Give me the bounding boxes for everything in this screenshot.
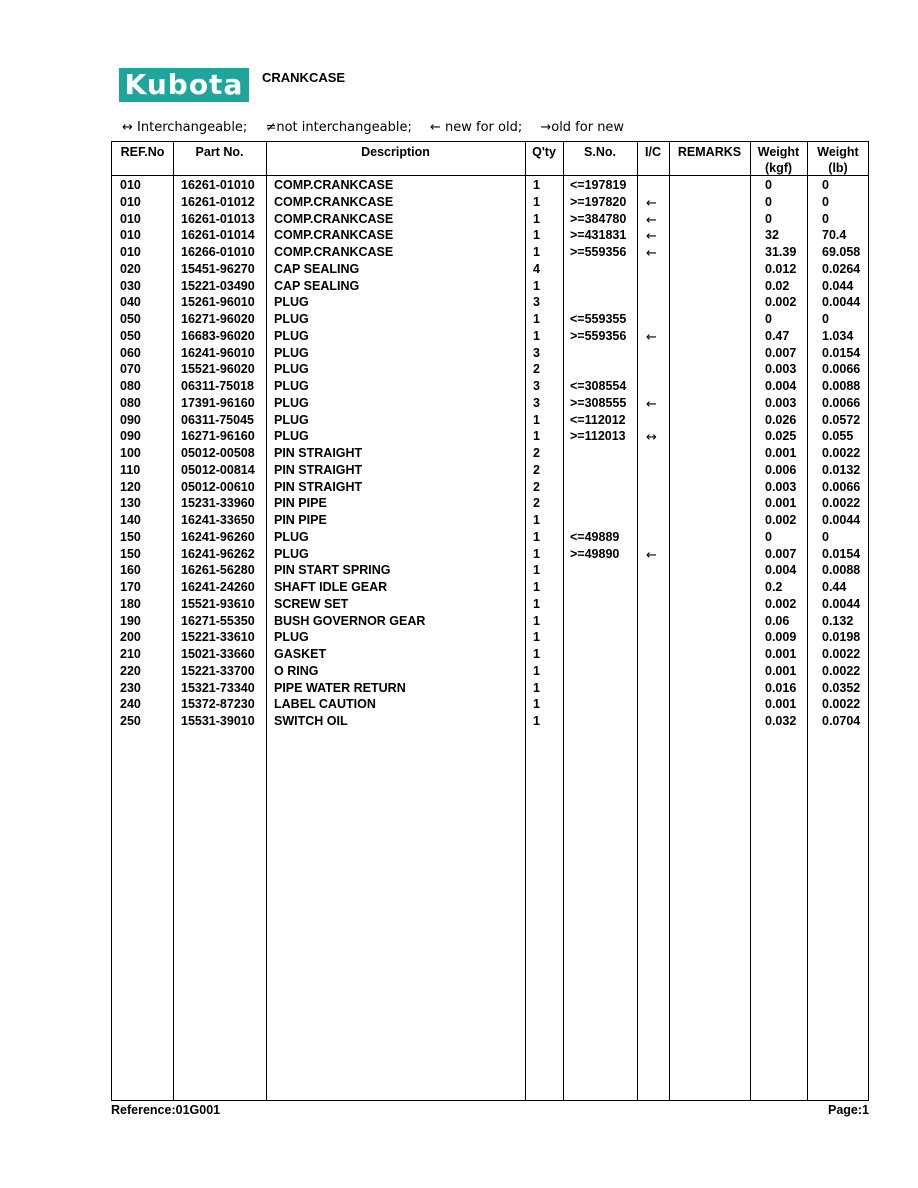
ref-cell: 200	[120, 630, 141, 645]
weight-lb-cell: 0	[822, 178, 829, 192]
part-no-cell: 15221-33610	[181, 630, 255, 645]
description-cell: PIN START SPRING	[274, 563, 391, 578]
description-cell: PIN STRAIGHT	[274, 479, 363, 494]
table-row	[112, 361, 868, 378]
qty-cell: 1	[533, 697, 540, 712]
table-row	[112, 395, 868, 412]
part-no-cell: 15221-33700	[181, 663, 255, 678]
col-header-ref: REF.No	[120, 145, 165, 159]
table-row	[112, 294, 868, 311]
ref-cell: 020	[120, 261, 141, 276]
qty-cell: 1	[533, 328, 540, 343]
description-cell: COMP.CRANKCASE	[274, 245, 394, 259]
description-cell: PLUG	[274, 312, 309, 326]
table-row	[112, 546, 868, 563]
ref-cell: 110	[120, 462, 141, 477]
weight-kgf-cell: 0.002	[765, 513, 797, 527]
weight-kgf-cell: 0	[765, 312, 772, 326]
weight-lb-cell: 0.0044	[822, 295, 861, 310]
serial-no-cell: <=112012	[570, 412, 626, 427]
serial-no-cell: >=308555	[570, 395, 627, 410]
part-no-cell: 17391-96160	[181, 395, 255, 410]
weight-kgf-label: Weight	[757, 145, 800, 159]
ref-cell: 010	[120, 228, 141, 243]
table-row	[112, 462, 868, 479]
weight-lb-cell: 0.0022	[822, 496, 861, 511]
description-cell: PLUG	[274, 362, 309, 377]
weight-lb-cell: 1.034	[822, 328, 854, 343]
description-cell: COMP.CRANKCASE	[274, 211, 394, 226]
part-no-cell: 05012-00508	[181, 446, 255, 460]
serial-no-cell: <=197819	[570, 178, 627, 192]
weight-lb-cell: 0.0154	[822, 345, 861, 360]
description-cell: CAP SEALING	[274, 261, 360, 276]
qty-cell: 1	[533, 563, 540, 578]
interchange-cell: ←	[646, 396, 657, 412]
part-no-cell: 06311-75045	[181, 412, 254, 427]
ref-cell: 160	[120, 563, 141, 578]
weight-kgf-cell: 0.001	[765, 663, 797, 678]
ref-cell: 170	[120, 580, 141, 594]
weight-kgf-cell: 0	[765, 194, 772, 209]
ref-cell: 090	[120, 429, 141, 444]
part-no-cell: 16261-56280	[181, 563, 255, 578]
part-no-cell: 15521-96020	[181, 362, 255, 377]
col-header-part: Part No.	[195, 145, 244, 159]
parts-table	[111, 141, 869, 1101]
interchange-cell: ←	[646, 212, 657, 228]
table-row	[112, 194, 868, 211]
weight-lb-cell: 0.132	[822, 613, 854, 628]
ref-cell: 080	[120, 395, 141, 410]
weight-kgf-cell: 0.004	[765, 379, 797, 393]
table-row	[112, 445, 868, 462]
qty-cell: 1	[533, 546, 540, 561]
table-row	[112, 378, 868, 395]
weight-kgf-cell: 0.026	[765, 412, 797, 427]
weight-lb-cell: 0.44	[822, 580, 847, 594]
qty-cell: 1	[533, 278, 540, 293]
table-row	[112, 278, 868, 295]
weight-kgf-unit: (kgf)	[764, 161, 793, 175]
weight-kgf-cell: 0.002	[765, 596, 797, 611]
weight-lb-cell: 0.0022	[822, 446, 861, 460]
description-cell: PIN PIPE	[274, 513, 327, 527]
qty-cell: 1	[533, 580, 540, 594]
ref-cell: 080	[120, 379, 141, 393]
description-cell: BUSH GOVERNOR GEAR	[274, 613, 426, 628]
weight-kgf-cell: 0.025	[765, 429, 797, 444]
ref-cell: 230	[120, 680, 141, 695]
page-number: Page:1	[828, 1103, 869, 1117]
description-cell: PLUG	[274, 345, 309, 360]
serial-no-cell: >=384780	[570, 211, 627, 226]
ref-cell: 040	[120, 295, 141, 310]
weight-kgf-cell: 32	[765, 228, 779, 243]
serial-no-cell: >=112013	[570, 429, 626, 444]
table-row	[112, 680, 868, 697]
weight-lb-cell: 0.0044	[822, 513, 861, 527]
weight-lb-cell: 0.0066	[822, 395, 861, 410]
ref-cell: 210	[120, 647, 141, 661]
description-cell: COMP.CRANKCASE	[274, 194, 394, 209]
table-row	[112, 261, 868, 278]
description-cell: SCREW SET	[274, 596, 349, 611]
qty-cell: 1	[533, 178, 540, 192]
interchange-cell: ←	[646, 246, 657, 261]
weight-lb-cell: 0.0022	[822, 647, 861, 661]
ref-cell: 130	[120, 496, 141, 511]
qty-cell: 2	[533, 479, 540, 494]
description-cell: PLUG	[274, 328, 309, 343]
weight-lb-cell: 0.0022	[822, 663, 861, 678]
weight-lb-cell: 0.044	[822, 278, 854, 293]
part-no-cell: 16271-96160	[181, 429, 255, 444]
col-header-qty: Q'ty	[532, 145, 556, 159]
ref-cell: 150	[120, 529, 141, 544]
weight-kgf-cell: 0.002	[765, 295, 797, 310]
table-row	[112, 311, 868, 328]
qty-cell: 3	[533, 345, 540, 360]
part-no-cell: 05012-00610	[181, 479, 255, 494]
table-row	[112, 244, 868, 261]
table-row	[112, 713, 868, 730]
description-cell: COMP.CRANKCASE	[274, 178, 394, 192]
table-row	[112, 495, 868, 512]
qty-cell: 2	[533, 362, 540, 377]
ref-cell: 180	[120, 596, 141, 611]
qty-cell: 1	[533, 663, 540, 678]
weight-kgf-cell: 0.007	[765, 546, 797, 561]
part-no-cell: 15451-96270	[181, 261, 255, 276]
col-header-ic: I/C	[645, 145, 661, 159]
interchange-legend	[122, 120, 638, 135]
weight-lb-cell: 0	[822, 529, 829, 544]
qty-cell: 3	[533, 295, 540, 310]
weight-kgf-cell: 31.39	[765, 245, 797, 259]
weight-lb-cell: 0.055	[822, 429, 854, 444]
qty-cell: 3	[533, 395, 540, 410]
description-cell: PIPE WATER RETURN	[274, 680, 406, 695]
legend-item-not-interchangeable: ≠not interchangeable;	[265, 120, 412, 135]
weight-kgf-cell: 0.006	[765, 462, 797, 477]
legend-item-old-for-new: →old for new	[540, 120, 625, 135]
description-cell: PLUG	[274, 429, 309, 444]
weight-kgf-cell: 0.012	[765, 261, 797, 276]
description-cell: PIN PIPE	[274, 496, 327, 511]
part-no-cell: 16261-01013	[181, 211, 255, 226]
ref-cell: 100	[120, 446, 141, 460]
table-row	[112, 562, 868, 579]
qty-cell: 1	[533, 513, 540, 527]
weight-lb-cell: 0.0198	[822, 630, 861, 645]
qty-cell: 1	[533, 429, 540, 444]
part-no-cell: 16271-96020	[181, 312, 255, 326]
weight-lb-cell: 0.0154	[822, 546, 861, 561]
weight-kgf-cell: 0.2	[765, 580, 783, 594]
logo-text: Kubota	[124, 68, 244, 101]
description-cell: PLUG	[274, 379, 309, 393]
part-no-cell: 16271-55350	[181, 613, 255, 628]
table-row	[112, 177, 868, 194]
description-cell: PLUG	[274, 546, 309, 561]
page-title: CRANKCASE	[262, 70, 346, 85]
qty-cell: 1	[533, 245, 540, 259]
interchange-cell: ↔	[646, 430, 657, 446]
part-no-cell: 16261-01012	[181, 194, 255, 209]
description-cell: COMP.CRANKCASE	[274, 228, 394, 243]
description-cell: SHAFT IDLE GEAR	[274, 580, 388, 594]
weight-kgf-cell: 0.003	[765, 479, 797, 494]
ref-cell: 060	[120, 345, 141, 360]
qty-cell: 3	[533, 379, 540, 393]
qty-cell: 1	[533, 680, 540, 695]
ref-cell: 140	[120, 513, 141, 527]
col-header-remarks: REMARKS	[677, 145, 742, 159]
part-no-cell: 16261-01010	[181, 178, 255, 192]
description-cell: CAP SEALING	[274, 278, 360, 293]
interchange-cell: ←	[646, 547, 657, 563]
weight-kgf-cell: 0.004	[765, 563, 797, 578]
part-no-cell: 06311-75018	[181, 379, 254, 393]
ref-cell: 220	[120, 663, 141, 678]
ref-cell: 090	[120, 412, 141, 427]
ref-cell: 070	[120, 362, 141, 377]
ref-cell: 150	[120, 546, 141, 561]
weight-kgf-cell: 0.003	[765, 395, 797, 410]
serial-no-cell: <=49889	[570, 529, 620, 544]
table-row	[112, 529, 868, 546]
ref-cell: 010	[120, 178, 141, 192]
table-row	[112, 629, 868, 646]
weight-kgf-cell: 0.001	[765, 496, 797, 511]
qty-cell: 1	[533, 194, 540, 209]
weight-kgf-cell: 0.016	[765, 680, 797, 695]
part-no-cell: 16266-01010	[181, 245, 255, 259]
qty-cell: 1	[533, 529, 540, 544]
table-row	[112, 596, 868, 613]
description-cell: PLUG	[274, 395, 309, 410]
part-no-cell: 05012-00814	[181, 462, 255, 477]
table-row	[112, 696, 868, 713]
interchange-cell: ←	[646, 329, 657, 345]
ref-cell: 250	[120, 714, 141, 728]
ref-cell: 050	[120, 312, 141, 326]
col-header-desc: Description	[361, 145, 430, 159]
table-row	[112, 345, 868, 362]
ref-cell: 190	[120, 613, 141, 628]
weight-kgf-cell: 0	[765, 178, 772, 192]
weight-kgf-cell: 0	[765, 211, 772, 226]
ref-cell: 010	[120, 211, 141, 226]
part-no-cell: 15521-93610	[181, 596, 255, 611]
weight-lb-cell: 0.0088	[822, 379, 861, 393]
weight-lb-unit: (lb)	[828, 161, 848, 175]
weight-lb-cell: 0.0572	[822, 412, 861, 427]
part-no-cell: 16261-01014	[181, 228, 255, 243]
part-no-cell: 15261-96010	[181, 295, 255, 310]
qty-cell: 1	[533, 596, 540, 611]
weight-kgf-cell: 0	[765, 529, 772, 544]
ref-cell: 240	[120, 697, 141, 712]
part-no-cell: 16241-24260	[181, 580, 255, 594]
ref-cell: 010	[120, 194, 141, 209]
ref-cell: 050	[120, 328, 141, 343]
table-row	[112, 428, 868, 445]
weight-lb-cell: 69.058	[822, 245, 861, 259]
weight-kgf-cell: 0.47	[765, 328, 790, 343]
ref-cell: 120	[120, 479, 141, 494]
part-no-cell: 15021-33660	[181, 647, 255, 661]
serial-no-cell: >=431831	[570, 228, 627, 243]
description-cell: GASKET	[274, 647, 327, 661]
qty-cell: 1	[533, 613, 540, 628]
kubota-logo	[119, 68, 249, 102]
weight-lb-cell: 0.0066	[822, 362, 861, 377]
part-no-cell: 15372-87230	[181, 697, 255, 712]
qty-cell: 2	[533, 496, 540, 511]
weight-lb-cell: 0.0044	[822, 596, 861, 611]
legend-item-new-for-old: ← new for old;	[429, 120, 523, 135]
part-no-cell: 15221-03490	[181, 278, 255, 293]
weight-kgf-cell: 0.001	[765, 697, 797, 712]
description-cell: O RING	[274, 663, 319, 678]
part-no-cell: 16241-96260	[181, 529, 255, 544]
description-cell: PLUG	[274, 295, 309, 310]
weight-kgf-cell: 0.009	[765, 630, 797, 645]
qty-cell: 1	[533, 412, 540, 427]
weight-lb-cell: 70.4	[822, 228, 847, 243]
serial-no-cell: <=559355	[570, 312, 627, 326]
weight-lb-cell: 0.0352	[822, 680, 861, 695]
table-row	[112, 512, 868, 529]
weight-kgf-cell: 0.032	[765, 714, 797, 728]
table-row	[112, 579, 868, 596]
weight-lb-cell: 0.0022	[822, 697, 861, 712]
serial-no-cell: <=308554	[570, 379, 627, 393]
col-header-weight-lb	[807, 144, 869, 176]
weight-kgf-cell: 0.001	[765, 647, 797, 661]
weight-lb-label: Weight	[817, 145, 859, 159]
weight-lb-cell: 0.0264	[822, 261, 861, 276]
table-row	[112, 613, 868, 630]
weight-kgf-cell: 0.06	[765, 613, 790, 628]
table-row	[112, 211, 868, 228]
description-cell: SWITCH OIL	[274, 714, 348, 728]
part-no-cell: 16683-96020	[181, 328, 255, 343]
weight-lb-cell: 0	[822, 211, 829, 226]
part-no-cell: 15531-39010	[181, 714, 255, 728]
weight-kgf-cell: 0.003	[765, 362, 797, 377]
part-no-cell: 15321-73340	[181, 680, 255, 695]
serial-no-cell: >=197820	[570, 194, 627, 209]
reference-code: Reference:01G001	[111, 1103, 221, 1117]
part-no-cell: 16241-33650	[181, 513, 255, 527]
part-no-cell: 16241-96010	[181, 345, 255, 360]
qty-cell: 1	[533, 228, 540, 243]
serial-no-cell: >=559356	[570, 245, 627, 259]
description-cell: PIN STRAIGHT	[274, 462, 363, 477]
col-header-sno: S.No.	[584, 145, 616, 159]
qty-cell: 1	[533, 630, 540, 645]
table-row	[112, 412, 868, 429]
interchange-cell: ←	[646, 195, 657, 211]
ref-cell: 010	[120, 245, 141, 259]
weight-lb-cell: 0	[822, 312, 829, 326]
weight-kgf-cell: 0.007	[765, 345, 797, 360]
table-row	[112, 479, 868, 496]
description-cell: PLUG	[274, 412, 309, 427]
part-no-cell: 16241-96262	[181, 546, 255, 561]
qty-cell: 2	[533, 462, 540, 477]
table-row	[112, 328, 868, 345]
description-cell: PIN STRAIGHT	[274, 446, 363, 460]
qty-cell: 1	[533, 714, 540, 728]
interchange-cell: ←	[646, 229, 657, 245]
weight-lb-cell: 0.0088	[822, 563, 861, 578]
description-cell: PLUG	[274, 630, 309, 645]
weight-kgf-cell: 0.02	[765, 278, 790, 293]
legend-item-interchangeable: ↔ Interchangeable;	[122, 120, 248, 135]
serial-no-cell: >=49890	[570, 546, 620, 561]
qty-cell: 1	[533, 312, 540, 326]
qty-cell: 4	[533, 261, 540, 276]
weight-lb-cell: 0.0132	[822, 462, 861, 477]
weight-lb-cell: 0	[822, 194, 829, 209]
weight-lb-cell: 0.0704	[822, 714, 861, 728]
qty-cell: 2	[533, 446, 540, 460]
serial-no-cell: >=559356	[570, 328, 627, 343]
weight-kgf-cell: 0.001	[765, 446, 797, 460]
table-row	[112, 646, 868, 663]
description-cell: LABEL CAUTION	[274, 697, 376, 712]
weight-lb-cell: 0.0066	[822, 479, 861, 494]
qty-cell: 1	[533, 647, 540, 661]
qty-cell: 1	[533, 211, 540, 226]
ref-cell: 030	[120, 278, 141, 293]
col-header-weight-kgf	[750, 144, 807, 176]
table-row	[112, 227, 868, 244]
part-no-cell: 15231-33960	[181, 496, 255, 511]
description-cell: PLUG	[274, 529, 309, 544]
table-row	[112, 663, 868, 680]
